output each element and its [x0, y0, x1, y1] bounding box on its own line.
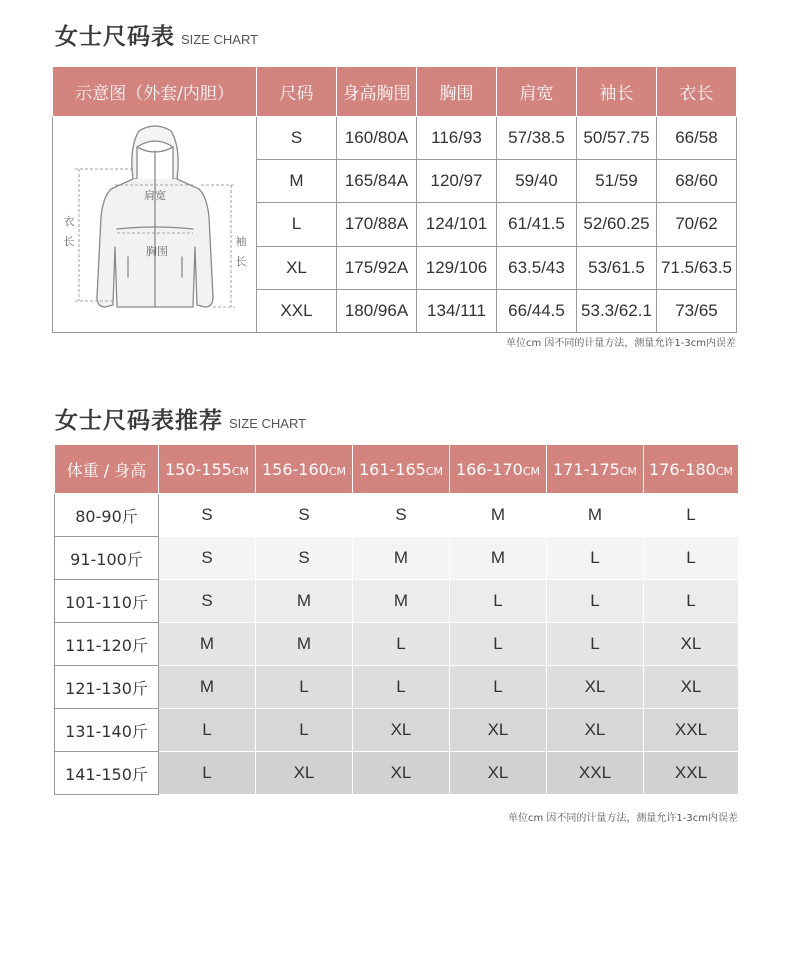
size-chart-header-row: [53, 67, 737, 117]
size-chart-title-cn: 女士尺码表: [55, 24, 175, 50]
recommended-size-cell: M: [353, 580, 450, 623]
height-range-value: 166-170: [455, 459, 523, 479]
recommended-size-cell: M: [547, 494, 644, 537]
length-label-1: 衣: [63, 215, 75, 228]
jacket-diagram: [53, 117, 257, 333]
size-recommend-header-row: [55, 445, 739, 494]
header-height-range: [159, 445, 256, 494]
measurement-cell: 134/111: [417, 289, 497, 332]
header-height-range: [256, 445, 353, 494]
height-unit: CM: [231, 464, 250, 478]
measurement-cell: 66/58: [657, 117, 737, 160]
header-shoulder: 肩宽: [497, 67, 577, 117]
recommended-size-cell: XL: [547, 709, 644, 752]
measurement-cell: 63.5/43: [497, 246, 577, 289]
weight-range-cell: 101-110斤: [55, 580, 159, 623]
measurement-cell: 165/84A: [337, 160, 417, 203]
recommended-size-cell: M: [256, 623, 353, 666]
recommended-size-cell: S: [159, 580, 256, 623]
size-recommend-title-cn: 女士尺码表推荐: [55, 408, 223, 434]
weight-row: [55, 666, 739, 709]
weight-range-cell: 80-90斤: [55, 494, 159, 537]
weight-range-cell: 91-100斤: [55, 537, 159, 580]
chest-label: 胸围: [146, 245, 168, 258]
sleeve-label-1: 袖: [235, 235, 247, 248]
measurement-cell: 52/60.25: [577, 203, 657, 246]
recommended-size-cell: L: [644, 580, 739, 623]
measurement-cell: 120/97: [417, 160, 497, 203]
header-chest: 胸围: [417, 67, 497, 117]
size-chart-title: [55, 18, 258, 51]
measurement-cell: 175/92A: [337, 246, 417, 289]
size-chart-title-en: SIZE CHART: [181, 32, 259, 47]
recommended-size-cell: L: [450, 623, 547, 666]
recommended-size-cell: XXL: [547, 752, 644, 795]
measurement-note: 单位cm 因不同的计量方法，测量允许1-3cm内误差: [506, 338, 736, 349]
recommended-size-cell: XL: [353, 709, 450, 752]
length-label-2: 长: [63, 235, 75, 248]
height-range-value: 171-175: [552, 459, 620, 479]
measurement-cell: 57/38.5: [497, 117, 577, 160]
height-range-value: 161-165: [358, 459, 426, 479]
height-range-value: 176-180: [648, 459, 716, 479]
recommended-size-cell: S: [256, 494, 353, 537]
recommended-size-cell: L: [159, 709, 256, 752]
header-weight-height: 体重 / 身高: [55, 445, 159, 494]
weight-row: [55, 580, 739, 623]
recommended-size-cell: L: [547, 537, 644, 580]
recommended-size-cell: L: [547, 580, 644, 623]
size-cell: XL: [257, 246, 337, 289]
weight-row: [55, 494, 739, 537]
measurement-cell: 170/88A: [337, 203, 417, 246]
recommended-size-cell: L: [256, 709, 353, 752]
size-recommend-title-en: SIZE CHART: [229, 416, 307, 431]
recommended-size-cell: S: [159, 537, 256, 580]
header-diagram: 示意图（外套/内胆）: [53, 67, 257, 117]
height-unit: CM: [328, 464, 347, 478]
height-range-value: 156-160: [261, 459, 329, 479]
measurement-cell: 53/61.5: [577, 246, 657, 289]
measurement-cell: 59/40: [497, 160, 577, 203]
sleeve-label-2: 长: [235, 255, 247, 268]
measurement-cell: 116/93: [417, 117, 497, 160]
recommended-size-cell: L: [644, 537, 739, 580]
measurement-cell: 180/96A: [337, 289, 417, 332]
recommended-size-cell: L: [353, 623, 450, 666]
recommended-size-cell: L: [450, 580, 547, 623]
recommended-size-cell: M: [159, 623, 256, 666]
recommended-size-cell: S: [256, 537, 353, 580]
weight-row: [55, 537, 739, 580]
measurement-note-2: 单位cm 因不同的计量方法，测量允许1-3cm内误差: [508, 813, 738, 824]
weight-row: [55, 623, 739, 666]
shoulder-label: 肩宽: [144, 189, 166, 202]
measurement-cell: 61/41.5: [497, 203, 577, 246]
measurement-cell: 124/101: [417, 203, 497, 246]
recommended-size-cell: XL: [547, 666, 644, 709]
weight-row: [55, 752, 739, 795]
header-height-range: [644, 445, 739, 494]
recommended-size-cell: M: [159, 666, 256, 709]
measurement-cell: 66/44.5: [497, 289, 577, 332]
recommended-size-cell: XXL: [644, 752, 739, 795]
measurement-cell: 129/106: [417, 246, 497, 289]
weight-range-cell: 141-150斤: [55, 752, 159, 795]
recommended-size-cell: L: [353, 666, 450, 709]
size-recommend-table: [54, 444, 739, 795]
header-height-range: [450, 445, 547, 494]
recommended-size-cell: L: [159, 752, 256, 795]
weight-range-cell: 131-140斤: [55, 709, 159, 752]
recommended-size-cell: L: [450, 666, 547, 709]
measurement-cell: 53.3/62.1: [577, 289, 657, 332]
header-height-range: [353, 445, 450, 494]
header-sleeve: 袖长: [577, 67, 657, 117]
measurement-cell: 73/65: [657, 289, 737, 332]
height-unit: CM: [522, 464, 541, 478]
size-cell: XXL: [257, 289, 337, 332]
recommended-size-cell: S: [353, 494, 450, 537]
recommended-size-cell: XL: [256, 752, 353, 795]
recommended-size-cell: M: [450, 494, 547, 537]
recommended-size-cell: L: [644, 494, 739, 537]
measurement-cell: 160/80A: [337, 117, 417, 160]
measurement-cell: 70/62: [657, 203, 737, 246]
header-size: 尺码: [257, 67, 337, 117]
measurement-cell: 51/59: [577, 160, 657, 203]
weight-range-cell: 121-130斤: [55, 666, 159, 709]
weight-row: [55, 709, 739, 752]
recommended-size-cell: XL: [644, 623, 739, 666]
recommended-size-cell: S: [159, 494, 256, 537]
size-row: [53, 117, 737, 160]
size-chart-table: [52, 66, 737, 333]
measurement-cell: 50/57.75: [577, 117, 657, 160]
weight-range-cell: 111-120斤: [55, 623, 159, 666]
size-cell: L: [257, 203, 337, 246]
recommended-size-cell: XL: [353, 752, 450, 795]
recommended-size-cell: M: [450, 537, 547, 580]
size-cell: M: [257, 160, 337, 203]
measurement-cell: 68/60: [657, 160, 737, 203]
header-height-range: [547, 445, 644, 494]
size-recommend-title: [55, 402, 306, 435]
recommended-size-cell: M: [353, 537, 450, 580]
recommended-size-cell: XL: [450, 709, 547, 752]
height-unit: CM: [715, 464, 734, 478]
measurement-cell: 71.5/63.5: [657, 246, 737, 289]
height-range-value: 150-155: [164, 459, 232, 479]
jacket-diagram-icon: [53, 117, 257, 327]
height-unit: CM: [425, 464, 444, 478]
height-unit: CM: [619, 464, 638, 478]
recommended-size-cell: L: [256, 666, 353, 709]
header-height-chest: 身高胸围: [337, 67, 417, 117]
header-length: 衣长: [657, 67, 737, 117]
recommended-size-cell: L: [547, 623, 644, 666]
size-cell: S: [257, 117, 337, 160]
recommended-size-cell: M: [256, 580, 353, 623]
recommended-size-cell: XXL: [644, 709, 739, 752]
recommended-size-cell: XL: [644, 666, 739, 709]
recommended-size-cell: XL: [450, 752, 547, 795]
